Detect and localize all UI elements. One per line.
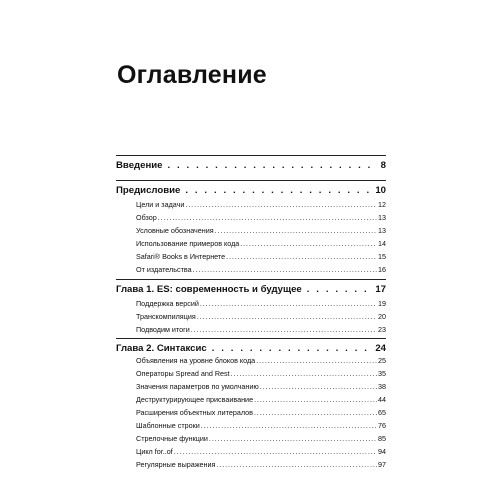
section-title: Предисловие xyxy=(116,185,181,196)
toc-entry xyxy=(136,213,386,223)
toc-entry xyxy=(136,200,386,210)
toc-entry xyxy=(136,356,386,366)
toc-entry xyxy=(136,226,386,236)
dot-leader xyxy=(201,421,377,431)
dot-leader xyxy=(307,284,371,296)
entry-page-number: 97 xyxy=(378,460,386,469)
toc-entry xyxy=(136,447,386,457)
toc-entry xyxy=(136,239,386,249)
section-title: Глава 1. ES: современность и будущее xyxy=(116,284,302,295)
toc-section-heading xyxy=(116,160,386,172)
section-title: Введение xyxy=(116,160,163,171)
entry-label: От издательства xyxy=(136,265,192,274)
dot-leader xyxy=(216,460,377,470)
toc-entry xyxy=(136,312,386,322)
section-page-number: 10 xyxy=(375,185,386,196)
toc-entry xyxy=(136,252,386,262)
entry-page-number: 85 xyxy=(378,434,386,443)
entry-page-number: 20 xyxy=(378,312,386,321)
entry-page-number: 13 xyxy=(378,226,386,235)
toc-entry xyxy=(136,395,386,405)
dot-leader xyxy=(254,408,377,418)
entry-label: Safari® Books в Интернете xyxy=(136,252,226,261)
dot-leader xyxy=(200,299,377,309)
dot-leader xyxy=(197,312,377,322)
entry-label: Объявления на уровне блоков кода xyxy=(136,356,256,365)
toc-entry xyxy=(136,408,386,418)
entry-label: Использование примеров кода xyxy=(136,239,240,248)
toc-section-heading xyxy=(116,185,386,197)
entry-label: Расширения объектных литералов xyxy=(136,408,253,417)
entry-label: Операторы Spread and Rest xyxy=(136,369,230,378)
entry-label: Подводим итоги xyxy=(136,325,190,334)
toc-entry xyxy=(136,434,386,444)
entry-page-number: 65 xyxy=(378,408,386,417)
section-divider xyxy=(116,155,386,156)
dot-leader xyxy=(193,265,377,275)
dot-leader xyxy=(185,185,370,197)
entry-label: Обзор xyxy=(136,213,157,222)
dot-leader xyxy=(215,226,377,236)
dot-leader xyxy=(226,252,377,262)
dot-leader xyxy=(191,325,377,335)
toc-entry xyxy=(136,382,386,392)
dot-leader xyxy=(231,369,377,379)
section-page-number: 17 xyxy=(375,284,386,295)
entry-page-number: 14 xyxy=(378,239,386,248)
entry-label: Деструктурирующее присваивание xyxy=(136,395,254,404)
toc-entry xyxy=(136,299,386,309)
dot-leader xyxy=(209,434,377,444)
entry-page-number: 38 xyxy=(378,382,386,391)
toc-entry xyxy=(136,369,386,379)
page-title: Оглавление xyxy=(117,61,267,89)
toc-entry xyxy=(136,421,386,431)
dot-leader xyxy=(260,382,377,392)
toc-entry xyxy=(136,460,386,470)
entry-label: Цели и задачи xyxy=(136,200,185,209)
entry-page-number: 94 xyxy=(378,447,386,456)
section-page-number: 24 xyxy=(375,343,386,354)
entry-label: Регулярные выражения xyxy=(136,460,216,469)
dot-leader xyxy=(256,356,377,366)
section-title: Глава 2. Синтаксис xyxy=(116,343,207,354)
section-divider xyxy=(116,279,386,280)
entry-page-number: 35 xyxy=(378,369,386,378)
entry-label: Транскомпиляция xyxy=(136,312,196,321)
entry-label: Цикл for..of xyxy=(136,447,173,456)
entry-page-number: 23 xyxy=(378,325,386,334)
toc-entry xyxy=(136,265,386,275)
dot-leader xyxy=(254,395,377,405)
toc-entry xyxy=(136,325,386,335)
dot-leader xyxy=(185,200,377,210)
entry-page-number: 15 xyxy=(378,252,386,261)
entry-label: Стрелочные функции xyxy=(136,434,208,443)
dot-leader xyxy=(240,239,377,249)
entry-label: Условные обозначения xyxy=(136,226,214,235)
entry-page-number: 44 xyxy=(378,395,386,404)
entry-page-number: 76 xyxy=(378,421,386,430)
section-page-number: 8 xyxy=(380,160,386,171)
section-divider xyxy=(116,338,386,339)
toc-section-heading xyxy=(116,284,386,296)
dot-leader xyxy=(174,447,377,457)
dot-leader xyxy=(212,343,371,355)
entry-label: Поддержка версий xyxy=(136,299,199,308)
entry-page-number: 12 xyxy=(378,200,386,209)
entry-page-number: 19 xyxy=(378,299,386,308)
entry-page-number: 16 xyxy=(378,265,386,274)
section-divider xyxy=(116,180,386,181)
toc-section-heading xyxy=(116,343,386,355)
entry-page-number: 13 xyxy=(378,213,386,222)
entry-label: Значения параметров по умолчанию xyxy=(136,382,259,391)
dot-leader xyxy=(158,213,377,223)
entry-label: Шаблонные строки xyxy=(136,421,200,430)
entry-page-number: 25 xyxy=(378,356,386,365)
dot-leader xyxy=(168,160,376,172)
